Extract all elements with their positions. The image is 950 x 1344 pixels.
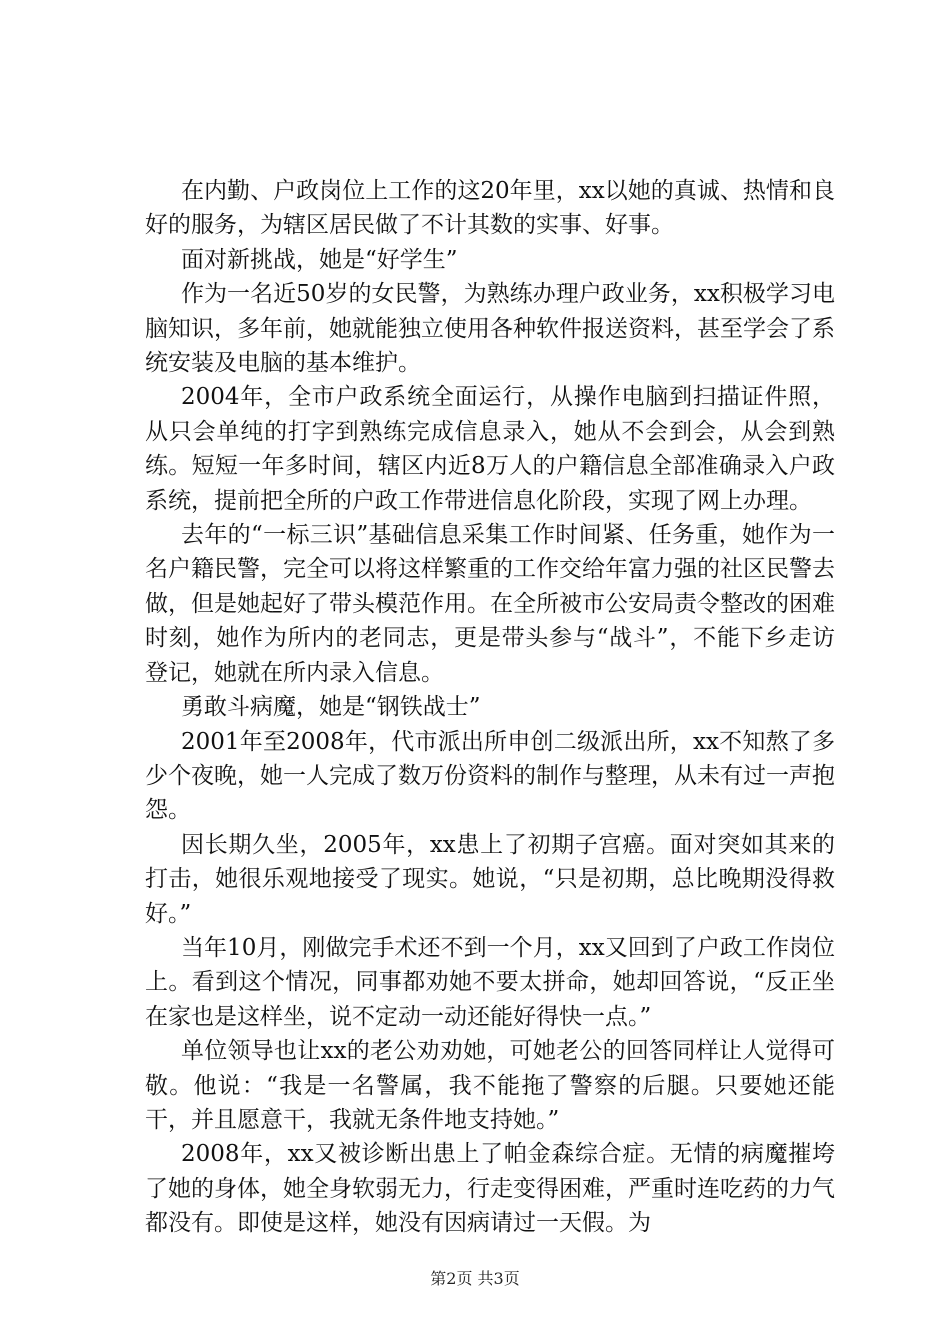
section-heading: 勇敢斗病魔，她是“钢铁战士” (181, 694, 481, 721)
paragraph: 2001年至2008年，代市派出所申创二级派出所，xx不知熬了多少个夜晚，她一人完成了数万份资料的制作与整理，从未有过一声抱怨。 (145, 728, 835, 824)
paragraph: 在内勤、户政岗位上工作的这20年里，xx以她的真诚、热情和良好的服务，为辖区居民做了不计其数的实事、好事。 (145, 178, 835, 239)
page-number-footer: 第2页 共3页 (430, 1269, 520, 1288)
paragraph: 2004年，全市户政系统全面运行，从操作电脑到扫描证件照，从只会单纯的打字到熟练完成信息录入，她从不会到会，从会到熟练。短短一年多时间，辖区内近8万人的户籍信息全部准确录入户政系统，提前把全所的户政工作带进信息化阶段，实现了网上办理。 (145, 384, 835, 514)
paragraph: 2008年，xx又被诊断出患上了帕金森综合症。无情的病魔摧垮了她的身体，她全身软弱无力，行走变得困难，严重时连吃药的力气都没有。即使是这样，她没有因病请过一天假。为 (145, 1141, 835, 1237)
section-heading: 面对新挑战，她是“好学生” (181, 246, 458, 273)
paragraph: 去年的“一标三识”基础信息采集工作时间紧、任务重，她作为一名户籍民警，完全可以将这样繁重的工作交给年富力强的社区民警去做，但是她起好了带头模范作用。在全所被市公安局责令整改的困难时刻，她作为所内的老同志，更是带头参与“战斗”，不能下乡走访登记，她就在所内录入信息。 (145, 522, 835, 686)
paragraph: 作为一名近50岁的女民警，为熟练办理户政业务，xx积极学习电脑知识，多年前，她就能独立使用各种软件报送资料，甚至学会了系统安装及电脑的基本维护。 (145, 281, 835, 377)
document-body (145, 174, 835, 1241)
paragraph: 当年10月，刚做完手术还不到一个月，xx又回到了户政工作岗位上。看到这个情况，同事都劝她不要太拼命，她却回答说，“反正坐在家也是这样坐，说不定动一动还能好得快一点。” (145, 934, 835, 1030)
paragraph: 单位领导也让xx的老公劝劝她，可她老公的回答同样让人觉得可敬。他说：“我是一名警属，我不能拖了警察的后腿。只要她还能干，并且愿意干，我就无条件地支持她。” (145, 1038, 835, 1133)
paragraph: 因长期久坐，2005年，xx患上了初期子宫癌。面对突如其来的打击，她很乐观地接受了现实。她说，“只是初期，总比晚期没得救好。” (145, 831, 835, 927)
